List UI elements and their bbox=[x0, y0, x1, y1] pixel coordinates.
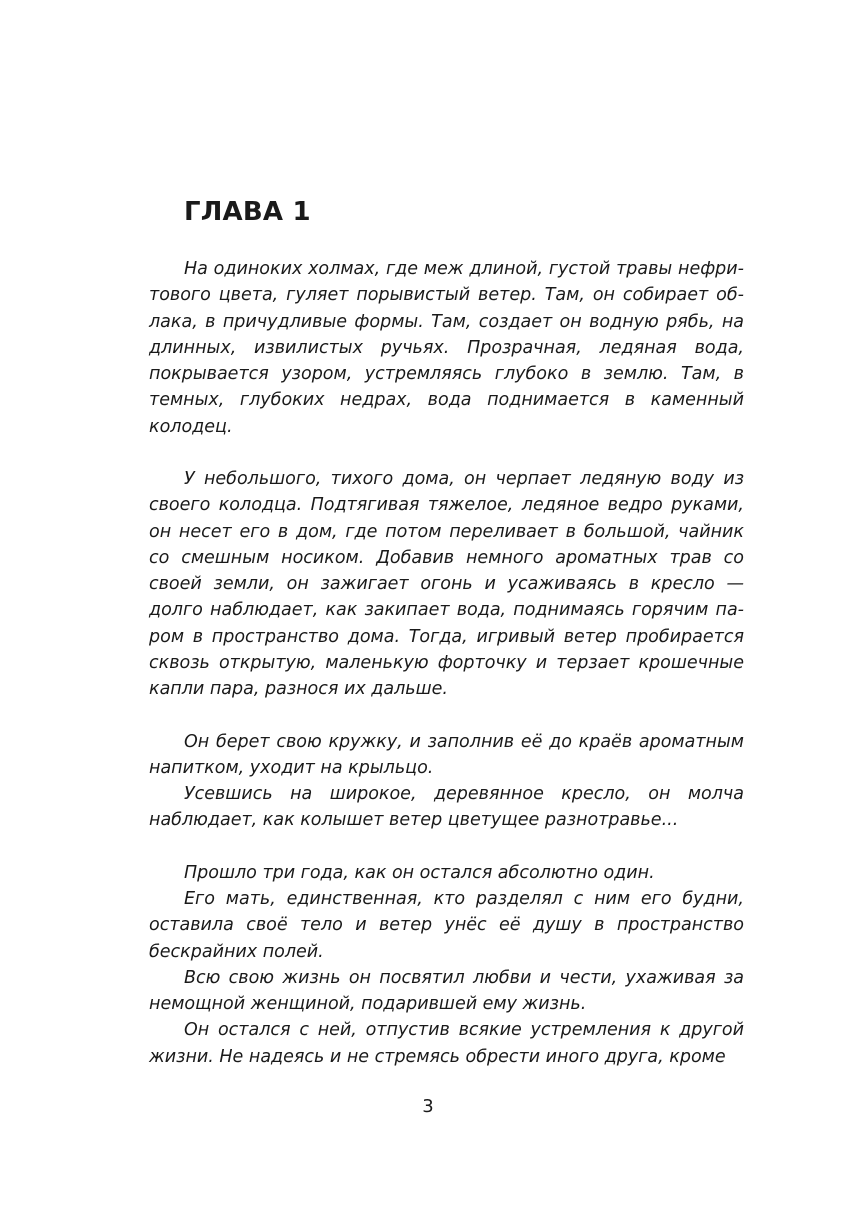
paragraph-porch: Усевшись на широкое, деревянное кресло, он молча наблюдает, как колышет ветер цветущее разнотравье... bbox=[149, 784, 744, 831]
paragraph-life: Всю свою жизнь он посвятил любви и чести, ухаживая за немощной женщиной, подарившей ему жизнь. bbox=[149, 967, 744, 1014]
chapter-body bbox=[149, 256, 744, 1070]
paragraph-house: У небольшого, тихого дома, он черпает ледяную воду из своего колодца. Подтягивая тяжелое, ледяное ведро руками, он несет его в дом, где потом переливает в большой, чайник со смешным носиком. Добавив немного ароматных трав со своей земли, он зажигает огонь и усаживаясь в кресло — долго наблюдает, как закипает вода, поднимаясь горячим паром в пространство дома. Тогда, игривый ветер пробирается сквозь открытую, маленькую форточку и терзает крошечные капли пара, разнося их дальше. bbox=[149, 469, 744, 699]
paragraph-mug: Он берет свою кружку, и заполнив её до краёв ароматным напитком, уходит на крыльцо. bbox=[149, 731, 744, 778]
paragraph-mother: Его мать, единственная, кто разделял с ним его будни, оставила своё тело и ветер унёс её душу в пространство бескрайних полей. bbox=[149, 889, 744, 962]
paragraph-stayed: Он остался с ней, отпустив всякие устремления к другой жизни. Не надеясь и не стремясь обрести иного друга, кроме bbox=[149, 1020, 744, 1067]
page-number: 3 bbox=[422, 1096, 434, 1117]
chapter-title: ГЛАВА 1 bbox=[184, 197, 311, 227]
paragraph-hills: На одиноких холмах, где меж длиной, густой травы нефритового цвета, гуляет порывистый ветер. Там, он собирает облака, в причудливые формы. Там, создает он водную рябь, на длинных, извилистых ручьях. Прозрачная, ледяная вода, покрывается узором, устремляясь глубоко в землю. Там, в темных, глубоких недрах, вода поднимается в каменный колодец. bbox=[149, 259, 744, 437]
paragraph-three-years: Прошло три года, как он остался абсолютно один. bbox=[184, 862, 655, 883]
